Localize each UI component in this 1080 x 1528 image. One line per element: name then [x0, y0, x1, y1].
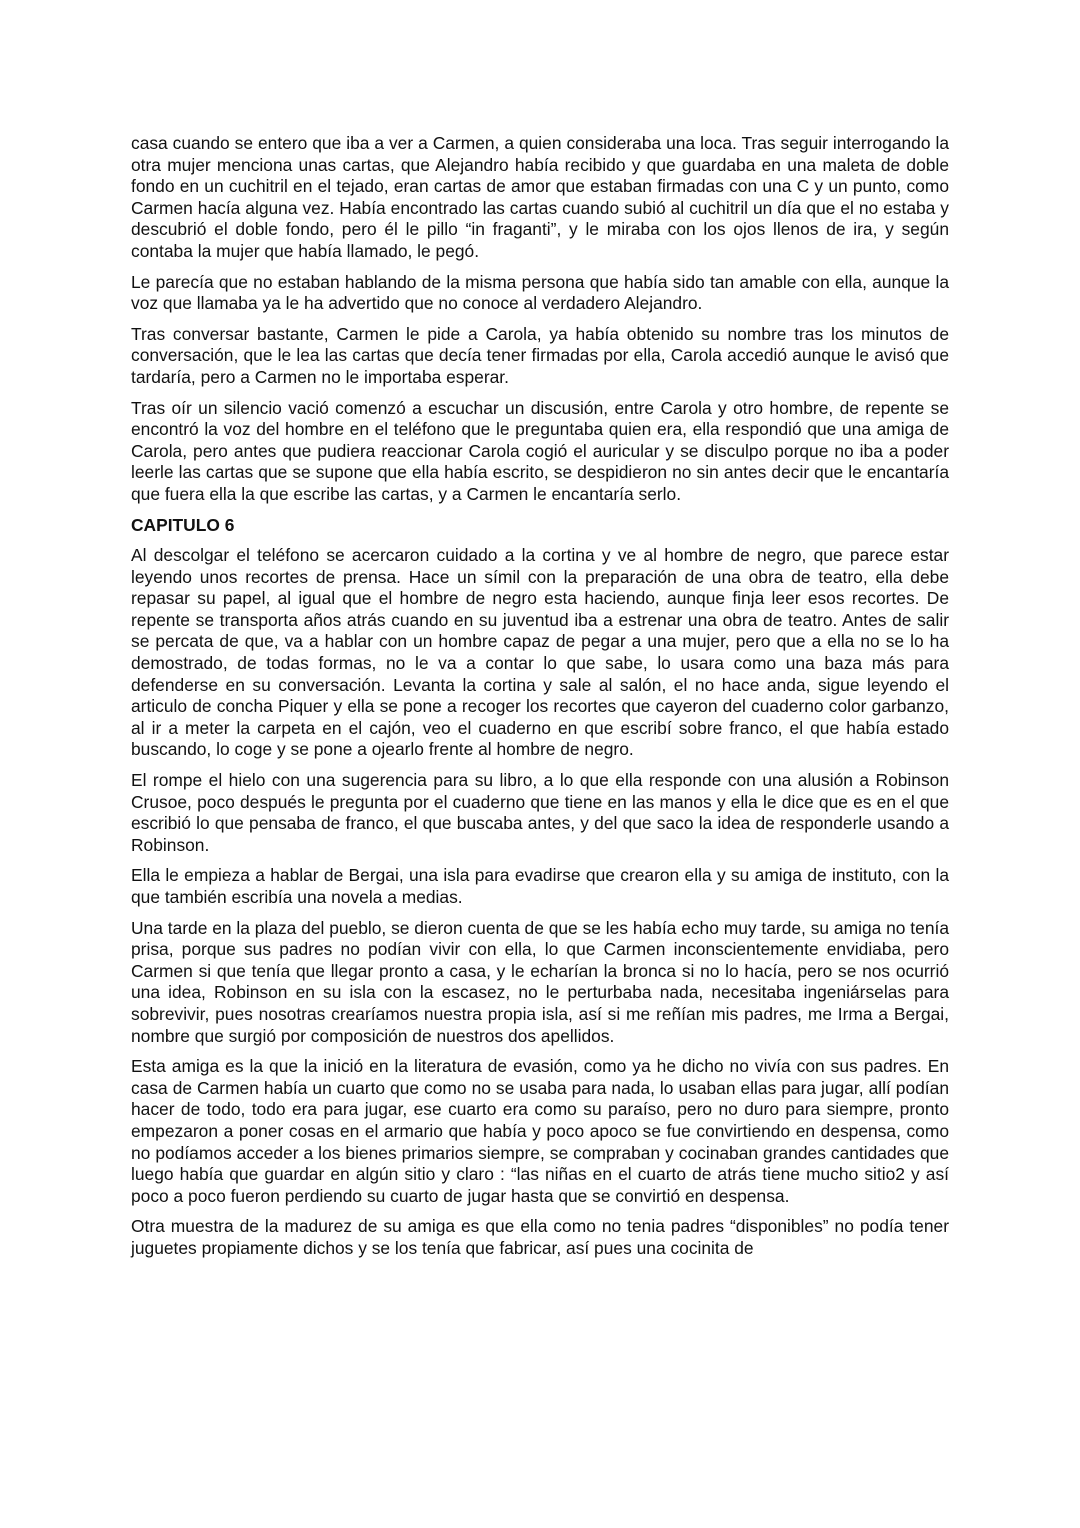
- paragraph-2: Le parecía que no estaban hablando de la misma persona que había sido tan amable con ella, aunque la voz que llamaba ya le ha advertido que no conoce al verdadero Alejandro.: [131, 271, 949, 314]
- chapter-heading: CAPITULO 6: [131, 514, 235, 535]
- paragraph-1: casa cuando se entero que iba a ver a Carmen, a quien consideraba una loca. Tras seguir interrogando la otra mujer menciona unas cartas, que Alejandro había recibido y que guardaba en una maleta de doble fondo en un cuchitril en el tejado, eran cartas de amor que estaban firmadas con una C y un punto, como Carmen hacía alguna vez. Había encontrado las cartas cuando subió al cuchitril un día que el no estaba y descubrió el doble fondo, pero él le pillo “in fraganti”, y le miraba con los ojos llenos de ira, y según contaba la mujer que había llamado, le pegó.: [131, 133, 949, 261]
- paragraph-7: Ella le empieza a hablar de Bergai, una isla para evadirse que crearon ella y su amiga de instituto, con la que también escribía una novela a medias.: [131, 865, 949, 907]
- paragraph-4: Tras oír un silencio vació comenzó a escuchar un discusión, entre Carola y otro hombre, de repente se encontró la voz del hombre en el teléfono que le preguntaba quien era, ella respondió que una amiga de Carola, pero antes que pudiera reaccionar Carola cogió el auricular y se disculpo porque no iba a poder leerle las cartas que se supone que ella había escrito, se despidieron no sin antes decir que le encantaría que fuera ella la que escribe las cartas, y a Carmen le encantaría serlo.: [131, 397, 949, 504]
- paragraph-10: Otra muestra de la madurez de su amiga es que ella como no tenia padres “disponibles” no podía tener juguetes propiamente dichos y se los tenía que fabricar, así pues una cocinita de: [131, 1216, 949, 1258]
- paragraph-5: Al descolgar el teléfono se acercaron cuidado a la cortina y ve al hombre de negro, que parece estar leyendo unos recortes de prensa. Hace un símil con la preparación de una obra de teatro, ella debe repasar su papel, al igual que el hombre de negro esta haciendo, aunque finja leer esos recortes. De repente se transporta años atrás cuando en su juventud iba a estrenar una obra de teatro. Antes de salir se percata de que, va a hablar con un hombre capaz de pegar a una mujer, pero que a ella no se lo ha demostrado, de todas formas, no le va a contar lo que sabe, lo usara como una baza más para defenderse en su conversación. Levanta la cortina y sale al salón, el no hace anda, sigue leyendo el articulo de concha Piquer y ella se pone a recoger los recortes que cayeron del cuaderno color garbanzo, al ir a meter la carpeta en el cajón, veo el cuaderno en que escribí sobre franco, el que había estado buscando, lo coge y se pone a ojearlo frente al hombre de negro.: [131, 545, 949, 760]
- paragraph-3: Tras conversar bastante, Carmen le pide a Carola, ya había obtenido su nombre tras los minutos de conversación, que le lea las cartas que decía tener firmadas por ella, Carola accedió aunque le avisó que tardaría, pero a Carmen no le importaba esperar.: [131, 323, 949, 387]
- paragraph-8: Una tarde en la plaza del pueblo, se dieron cuenta de que se les había echo muy tarde, su amiga no tenía prisa, porque sus padres no podían vivir con ella, lo que Carmen inconscientemente envidiaba, pero Carmen si que tenía que llegar pronto a casa, y le echarían la bronca si no lo hacía, pero se nos ocurrió una idea, Robinson en su isla con la escasez, no le perturbaba nada, necesitaba ingeniárselas para sobrevivir, pues nosotras crearíamos nuestra propia isla, así si me reñían mis padres, me Irma a Bergai, nombre que surgió por composición de nuestros dos apellidos.: [131, 917, 949, 1046]
- document-page: [131, 133, 949, 1269]
- paragraph-9: Esta amiga es la que la inició en la literatura de evasión, como ya he dicho no vivía con sus padres. En casa de Carmen había un cuarto que como no se usaba para nada, lo usaban ellas para jugar, allí podían hacer de todo, todo era para jugar, ese cuarto era como su paraíso, pero no duro para siempre, pronto empezaron a poner cosas en el armario que había y poco apoco se fue convirtiendo en despensa, como no podíamos acceder a los bienes primarios siempre, se compraban y cocinaban grandes cantidades que luego había que guardar en algún sitio y claro : “las niñas en el cuarto de atrás tiene mucho sitio2 y así poco a poco fueron perdiendo su cuarto de jugar hasta que se convirtió en despensa.: [131, 1056, 949, 1206]
- paragraph-6: El rompe el hielo con una sugerencia para su libro, a lo que ella responde con una alusión a Robinson Crusoe, poco después le pregunta por el cuaderno que tiene en las manos y ella le dice que es en el que escribió lo que pensaba de franco, el que buscaba antes, y del que saco la idea de responderle usando a Robinson.: [131, 770, 949, 855]
